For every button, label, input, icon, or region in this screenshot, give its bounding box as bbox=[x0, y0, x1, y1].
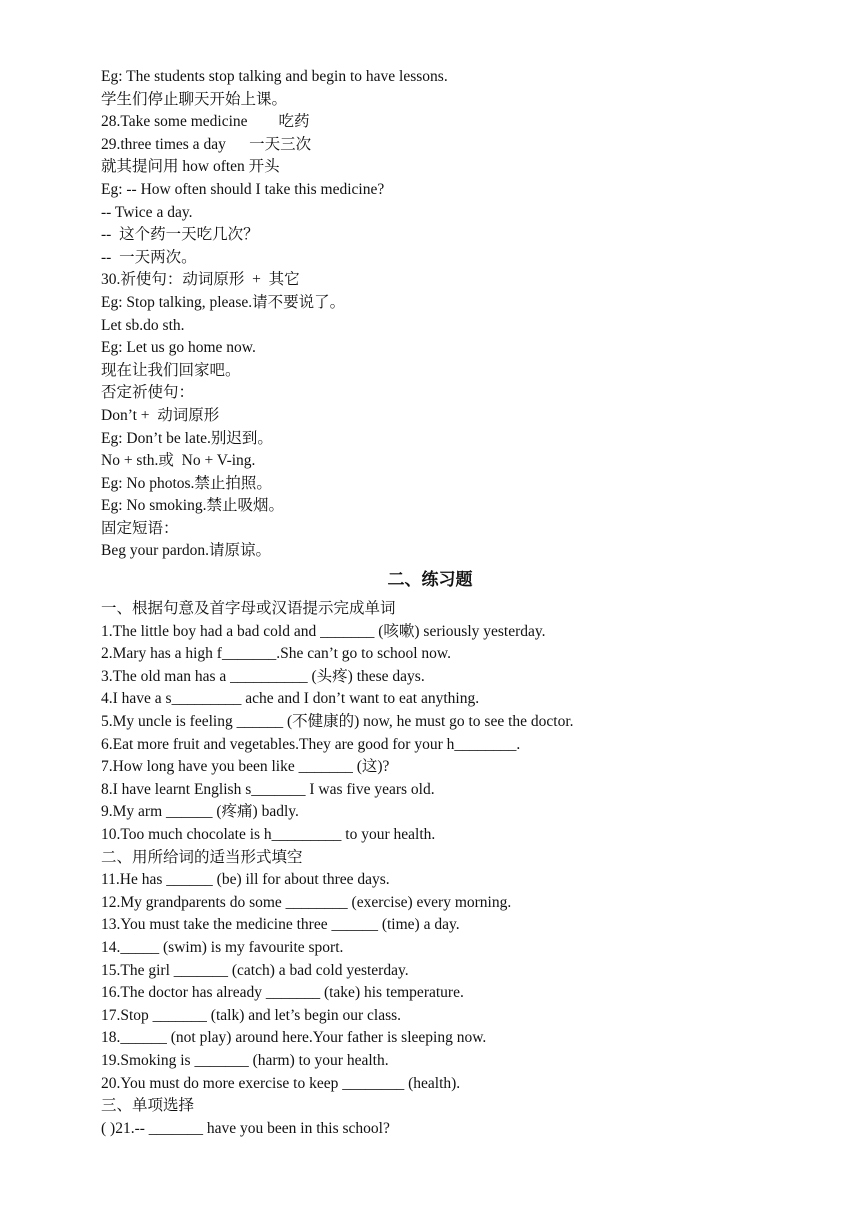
exercise-item: 8.I have learnt English s_______ I was five years old. bbox=[101, 780, 435, 798]
exercise-item: 11.He has ______ (be) ill for about three days. bbox=[101, 871, 390, 889]
exercise-item: ( )21.-- _______ have you been in this school? bbox=[101, 1119, 390, 1137]
document-page bbox=[101, 66, 801, 1140]
exercise-item: 2.Mary has a high f_______.She can’t go to school now. bbox=[101, 645, 451, 663]
exercise-item: 13.You must take the medicine three ______ (time) a day. bbox=[101, 916, 460, 934]
note-line: Eg: Don’t be late.别迟到。 bbox=[101, 429, 273, 447]
note-line: 就其提问用 how often 开头 bbox=[101, 158, 280, 176]
exercise-part-heading: 三、单项选择 bbox=[101, 1097, 195, 1115]
note-line: Let sb.do sth. bbox=[101, 316, 185, 334]
note-line: 29.three times a day 一天三次 bbox=[101, 135, 312, 153]
exercise-item: 10.Too much chocolate is h_________ to your health. bbox=[101, 826, 436, 843]
note-line: Eg: No photos.禁止拍照。 bbox=[101, 474, 272, 492]
exercise-part-heading: 一、根据句意及首字母或汉语提示完成单词 bbox=[101, 600, 396, 618]
note-line: Eg: Stop talking, please.请不要说了。 bbox=[101, 293, 346, 311]
note-line: -- Twice a day. bbox=[101, 203, 193, 221]
note-line: -- 这个药一天吃几次？ bbox=[101, 226, 259, 244]
exercise-item: 16.The doctor has already _______ (take) his temperature. bbox=[101, 984, 464, 1002]
exercise-item: 9.My arm ______ (疼痛) badly. bbox=[101, 803, 299, 821]
exercise-item: 15.The girl _______ (catch) a bad cold yesterday. bbox=[101, 961, 409, 979]
note-line: 28.Take some medicine 吃药 bbox=[101, 113, 310, 131]
exercise-item: 19.Smoking is _______ (harm) to your health. bbox=[101, 1051, 389, 1069]
exercise-part-heading: 二、用所给词的适当形式填空 bbox=[101, 848, 303, 866]
note-line: Eg: The students stop talking and begin to have lessons. bbox=[101, 68, 448, 85]
note-line: No + sth.或 No + V-ing. bbox=[101, 452, 256, 470]
exercise-item: 7.How long have you been like _______ (这)? bbox=[101, 758, 390, 776]
note-line: Don’t + 动词原形 bbox=[101, 406, 220, 424]
note-line: Eg: -- How often should I take this medicine? bbox=[101, 180, 385, 198]
notes-section bbox=[101, 66, 801, 563]
exercise-item: 6.Eat more fruit and vegetables.They are good for your h________. bbox=[101, 735, 521, 753]
note-line: 30.祈使句：动词原形 + 其它 bbox=[101, 271, 300, 289]
note-line: 固定短语： bbox=[101, 519, 179, 537]
exercise-item: 5.My uncle is feeling ______ (不健康的) now, he must go to see the doctor. bbox=[101, 713, 574, 731]
exercise-item: 3.The old man has a __________ (头疼) these days. bbox=[101, 667, 425, 685]
exercise-item: 12.My grandparents do some ________ (exercise) every morning. bbox=[101, 893, 512, 911]
exercise-item: 18.______ (not play) around here.Your father is sleeping now. bbox=[101, 1029, 487, 1047]
note-line: 现在让我们回家吧。 bbox=[101, 361, 241, 379]
exercise-item: 17.Stop _______ (talk) and let’s begin our class. bbox=[101, 1006, 402, 1024]
exercise-item: 20.You must do more exercise to keep ________ (health). bbox=[101, 1074, 461, 1092]
note-line: 否定祈使句： bbox=[101, 384, 195, 402]
note-line: Beg your pardon.请原谅。 bbox=[101, 542, 272, 560]
exercise-item: 14._____ (swim) is my favourite sport. bbox=[101, 938, 344, 956]
note-line: Eg: Let us go home now. bbox=[101, 339, 256, 357]
exercises-section bbox=[101, 598, 801, 1140]
section-title: 二、练习题 bbox=[387, 570, 473, 591]
exercise-item: 4.I have a s_________ ache and I don’t want to eat anything. bbox=[101, 690, 480, 708]
note-line: 学生们停止聊天开始上课。 bbox=[101, 90, 288, 108]
note-line: Eg: No smoking.禁止吸烟。 bbox=[101, 497, 284, 515]
exercise-item: 1.The little boy had a bad cold and _______ (咳嗽) seriously yesterday. bbox=[101, 622, 546, 640]
note-line: -- 一天两次。 bbox=[101, 248, 197, 266]
